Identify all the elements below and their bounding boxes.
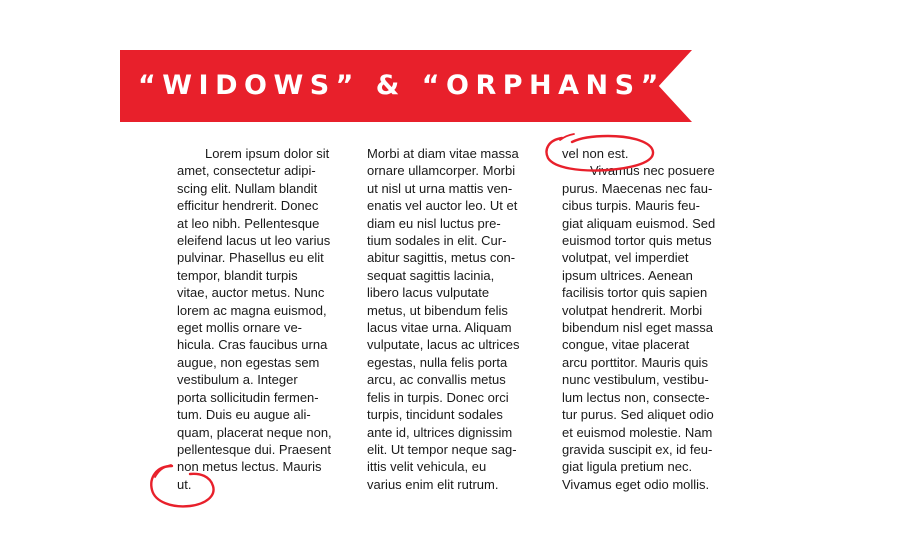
- paragraph-line: cibus turpis. Mauris feu-: [562, 198, 700, 214]
- paragraph-line: tur purus. Sed aliquet odio: [562, 407, 714, 423]
- paragraph-line: ornare ullamcorper. Morbi: [367, 163, 516, 179]
- paragraph-line: Lorem ipsum dolor sit: [205, 146, 330, 161]
- paragraph-line: arcu, ac convallis metus: [367, 372, 506, 388]
- paragraph-line: elit. Ut tempor neque sag-: [367, 441, 517, 457]
- paragraph-line: turpis, tincidunt sodales: [367, 407, 503, 423]
- paragraph-line: quam, placerat neque non,: [177, 424, 332, 440]
- paragraph-line: Morbi at diam vitae massa: [367, 146, 519, 161]
- paragraph-line: varius enim elit rutrum.: [367, 476, 499, 492]
- widow-line: ut.: [177, 476, 192, 492]
- paragraph-line: metus, ut bibendum felis: [367, 302, 508, 318]
- paragraph-line: facilisis tortor quis sapien: [562, 285, 708, 301]
- paragraph-line: lorem ac magna euismod,: [177, 302, 327, 318]
- paragraph-line: sequat sagittis lacinia,: [367, 267, 495, 283]
- paragraph-line: augue, non egestas sem: [177, 354, 320, 370]
- paragraph-line: enatis vel auctor leo. Ut et: [367, 198, 518, 214]
- text-column-2: [367, 145, 529, 493]
- paragraph-line: vestibulum a. Integer: [177, 372, 298, 388]
- paragraph-line: vulputate, lacus ac ultrices: [367, 337, 520, 353]
- paragraph-line: volutpat, vel imperdiet: [562, 250, 689, 266]
- paragraph-line: lacus vitae urna. Aliquam: [367, 320, 512, 336]
- paragraph-line: pellentesque dui. Praesent: [177, 441, 331, 457]
- paragraph-line: giat aliquam euismod. Sed: [562, 215, 716, 231]
- text-column-1: [177, 145, 339, 493]
- paragraph-line: abitur sagittis, metus con-: [367, 250, 516, 266]
- paragraph-line: volutpat hendrerit. Morbi: [562, 302, 703, 318]
- paragraph-line: arcu porttitor. Mauris quis: [562, 354, 708, 370]
- paragraph-line: scing elit. Nullam blandit: [177, 180, 318, 196]
- paragraph-line: eget mollis ornare ve-: [177, 320, 302, 336]
- paragraph-line: ante id, ultrices dignissim: [367, 424, 513, 440]
- paragraph-line: pulvinar. Phasellus eu elit: [177, 250, 324, 266]
- paragraph-line: egestas, nulla felis porta: [367, 354, 508, 370]
- paragraph-line: bibendum nisl eget massa: [562, 320, 714, 336]
- paragraph-line: porta sollicitudin fermen-: [177, 389, 319, 405]
- paragraph-line: libero lacus vulputate: [367, 285, 490, 301]
- paragraph-line: efficitur hendrerit. Donec: [177, 198, 319, 214]
- paragraph-line: Vivamus eget odio mollis.: [562, 476, 710, 492]
- paragraph-line: vitae, auctor metus. Nunc: [177, 285, 325, 301]
- paragraph-line: lum lectus non, consecte-: [562, 389, 710, 405]
- paragraph-line: euismod tortor quis metus: [562, 233, 712, 249]
- paragraph-line: ut nisl ut urna mattis ven-: [367, 180, 513, 196]
- paragraph-line: congue, vitae placerat: [562, 337, 690, 353]
- paragraph-line: ipsum ultrices. Aenean: [562, 267, 693, 283]
- paragraph-line: amet, consectetur adipi-: [177, 163, 316, 179]
- paragraph-line: felis in turpis. Donec orci: [367, 389, 509, 405]
- paragraph-line: gravida suscipit ex, id feu-: [562, 441, 713, 457]
- paragraph-line: tium sodales in elit. Cur-: [367, 233, 507, 249]
- paragraph-line: tum. Duis eu augue ali-: [177, 407, 311, 423]
- paragraph-line: eleifend lacus ut leo varius: [177, 233, 331, 249]
- paragraph-line: diam eu nisl luctus pre-: [367, 215, 501, 231]
- paragraph-line: Vivamus nec posuere: [590, 163, 715, 179]
- paragraph-line: non metus lectus. Mauris: [177, 459, 322, 475]
- paragraph-line: et euismod molestie. Nam: [562, 424, 713, 440]
- paragraph-line: at leo nibh. Pellentesque: [177, 215, 320, 231]
- paragraph-line: tempor, blandit turpis: [177, 267, 298, 283]
- paragraph-line: purus. Maecenas nec fau-: [562, 180, 713, 196]
- paragraph-line: nunc vestibulum, vestibu-: [562, 372, 709, 388]
- paragraph-line: giat ligula pretium nec.: [562, 459, 693, 475]
- banner-title: “WIDOWS” & “ORPHANS”: [138, 70, 665, 101]
- paragraph-line: hicula. Cras faucibus urna: [177, 337, 328, 353]
- text-column-3: [562, 145, 724, 493]
- paragraph-line: ittis velit vehicula, eu: [367, 459, 487, 475]
- orphan-line: vel non est.: [562, 146, 629, 161]
